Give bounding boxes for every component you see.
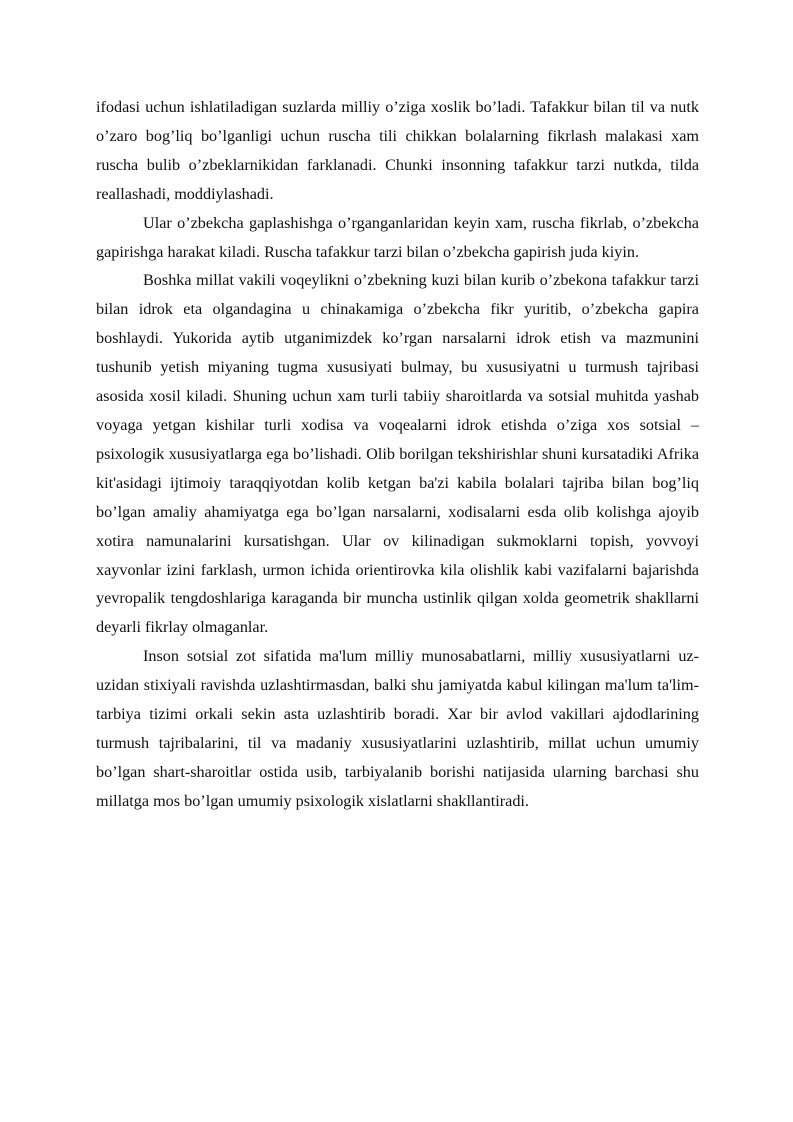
paragraph-1: ifodasi uchun ishlatiladigan suzlarda milliy o’ziga xoslik bo’ladi. Tafakkur bilan til va nutk o’zaro bog’liq bo’lganligi uchun ruscha tili chikkan bolalarning fikrlash malakasi xam ruscha bulib o’zbeklarnikidan farklanadi. Chunki insonning tafakkur tarzi nutkda, tilda reallashadi, moddiylashadi. [96, 98, 699, 203]
paragraph-3: Boshka millat vakili voqeylikni o’zbekning kuzi bilan kurib o’zbekona tafakkur tarzi bilan idrok eta olgandagina u chinakamiga o’zbekcha fikr yuritib, o’zbekcha gapira boshlaydi. Yukorida aytib utganimizdek ko’rgan narsalarni idrok etish va mazmunini tushunib yetish miyaning tugma xususiyati bulmay, bu xususiyatni u turmush tajribasi asosida xosil kiladi. Shuning uchun xam turli tabiiy sharoitlarda va sotsial muhitda yashab voyaga yetgan kishilar turli xodisa va voqealarni idrok etishda o’ziga xos sotsial – psixologik xususiyatlarga ega bo’lishadi. Olib borilgan tekshirishlar shuni kursatadiki Afrika kit'asidagi ijtimoiy taraqqiyotdan kolib ketgan ba'zi kabila bolalari tajriba bilan bog’liq bo’lgan amaliy ahamiyatga ega bo’lgan narsalarni, xodisalarni esda olib kolishga ajoyib xotira namunalarini kursatishgan. Ular ov kilinadigan sukmoklarni topish, yovvoyi xayvonlar izini farklash, urmon ichida orientirovka kila olishlik kabi vazifalarni bajarishda yevropalik tengdoshlariga karaganda bir muncha ustinlik qilgan xolda geometrik shakllarni deyarli fikrlay olmaganlar. [96, 271, 699, 637]
paragraph-4: Inson sotsial zot sifatida ma'lum milliy munosabatlarni, milliy xususiyatlarni uz-uzidan stixiyali ravishda uzlashtirmasdan, balki shu jamiyatda kabul kilingan ma'lum ta'lim- tarbiya tizimi orkali sekin asta uzlashtirib boradi. Xar bir avlod vakillari ajdodlarining turmush tajribalarini, til va madaniy xususiyatlarini uzlashtirib, millat uchun umumiy bo’lgan shart-sharoitlar ostida usib, tarbiyalanib borishi natijasida ularning barchasi shu millatga mos bo’lgan umumiy psixologik xislatlarni shakllantiradi. [96, 647, 699, 810]
paragraph-2: Ular o’zbekcha gaplashishga o’rganganlaridan keyin xam, ruscha fikrlab, o’zbekcha gapirishga harakat kiladi. Ruscha tafakkur tarzi bilan o’zbekcha gapirish juda kiyin. [96, 213, 699, 261]
document-page [96, 93, 699, 816]
